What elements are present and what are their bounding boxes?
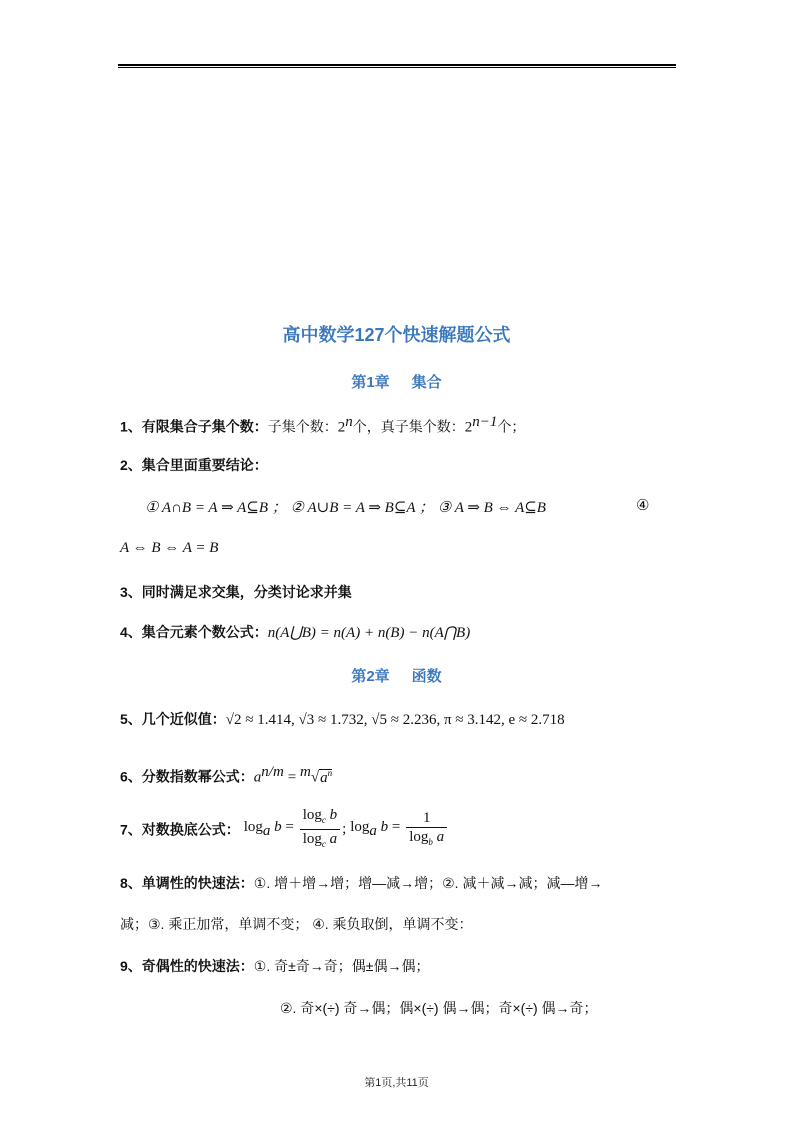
header-rule-bottom (118, 67, 676, 68)
item-9-line-2: ②. 奇×(÷) 奇→偶；偶×(÷) 偶→偶；奇×(÷) 偶→奇； (280, 1000, 598, 1016)
item-7: 7、对数换底公式： $\log_a b$ = $\frac{\log_c b}{\log_c a}$ ; $\log_a b$ = $\frac{1}{\log_b a}$ (120, 806, 449, 853)
item-1: 1、有限集合子集个数：子集个数：2$^n$个，真子集个数：$2^{n-1}$个； (120, 414, 526, 436)
item-8-line-1: 8、单调性的快速法：①. 增＋增→增；增—减→增；②. 减＋减→减；减—增→ (120, 875, 603, 891)
fraction: $\frac{\log_c b}{\log_c a}$ (300, 806, 340, 853)
item-2-mark-4: ④ (636, 498, 650, 514)
header-rule-top (118, 64, 676, 66)
item-3: 3、同时满足求交集，分类讨论求并集 (120, 584, 352, 600)
item-2-conclusion-4: A ⇔ B ⇔ A = B (120, 540, 219, 556)
item-2-label: 2、集合里面重要结论： (120, 457, 268, 473)
fraction: $\frac{1}{\log_b a}$ (406, 809, 447, 851)
document-title: 高中数学127个快速解题公式 (282, 325, 511, 345)
item-9-line-1: 9、奇偶性的快速法：①. 奇±奇→奇；偶±偶→偶； (120, 958, 430, 974)
item-4: 4、集合元素个数公式：n(A⋃B) = n(A) + n(B) − n(A⋂B) (120, 624, 471, 641)
item-5: 5、几个近似值：√2 ≈ 1.414, √3 ≈ 1.732, √5 ≈ 2.236, π ≈ 3.142, e ≈ 2.718 (120, 711, 565, 728)
item-8-line-2: 减；③. 乘正加常，单调不变； ④. 乘负取倒，单调不变： (120, 916, 473, 932)
page-footer: 第1页,共11页 (364, 1077, 429, 1089)
item-2-conclusions: ① A∩B = A ⇒ A⊆B ； ② A∪B = A ⇒ B⊆A ； ③ A ⇒ B ⇔ A⊆B (145, 500, 546, 516)
item-6: 6、分数指数幂公式：$a^{n/m} = ^m√a^n$ (120, 764, 333, 786)
chapter-2-heading: 第2章 函数 (351, 668, 442, 685)
chapter-1-heading: 第1章 集合 (351, 374, 442, 391)
